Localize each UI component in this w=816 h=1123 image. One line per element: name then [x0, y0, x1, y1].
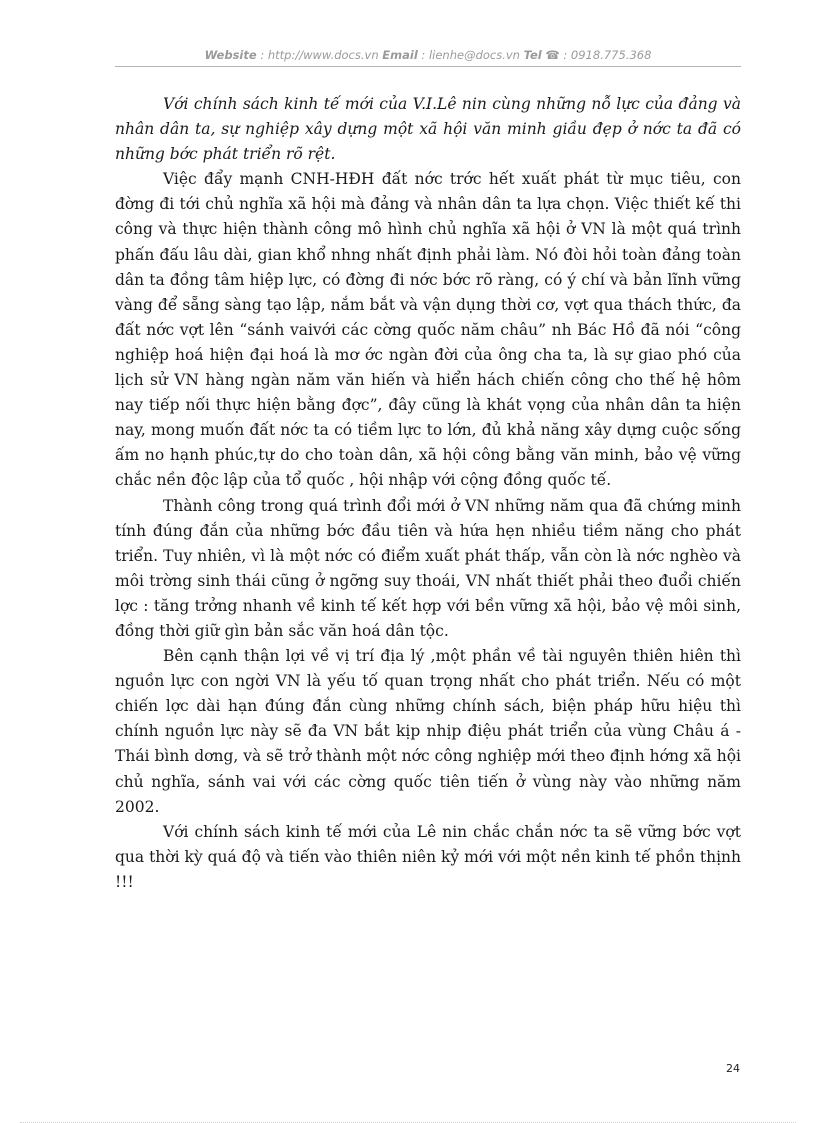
page-header	[115, 48, 741, 62]
paragraph-doi-moi: Thành công trong quá trình đổi mới ở VN những năm qua đã chứng minh tính đúng đắn của những bớc đầu tiên và hứa hẹn nhiều tiềm năng cho phát triển. Tuy nhiên, vì là một nớc có điểm xuất phát thấp, vẫn còn là nớc nghèo và môi trờng sinh thái cũng ở ngỡng suy thoái, VN nhất thiết phải theo đuổi chiến lợc : tăng trởng nhanh về kinh tế kết hợp với bền vững xã hội, bảo vệ môi sinh, đồng thời giữ gìn bản sắc văn hoá dân tộc.	[115, 496, 741, 640]
paragraph-cnh-hdh: Việc đẩy mạnh CNH-HĐH đất nớc trớc hết xuất phát từ mục tiêu, con đờng đi tới chủ nghĩa xã hội mà đảng và nhân dân ta lựa chọn. Việc thiết kế thi công và thực hiện thành công mô hình chủ nghĩa xã hội ở VN là một quá trình phấn đấu lâu dài, gian khổ nhng nhất định phải làm. Nó đòi hỏi toàn đảng toàn dân ta đồng tâm hiệp lực, có đờng đi nớc bớc rõ ràng, có ý chí và bản lĩnh vững vàng để sẵng sàng tạo lập, nắm bắt và vận dụng thời cơ, vợt qua thách thức, đa đất nớc vợt lên “sánh vaivới các cờng quốc năm châu” nh Bác Hồ đã nói “công nghiệp hoá hiện đại hoá là mơ ớc ngàn đời của ông cha ta, là sự giao phó của lịch sử VN hàng ngàn năm văn hiến và hiển hách chiến công cho thế hệ hôm nay tiếp nối thực hiện bằng đợc”, đây cũng là khát vọng của nhân dân ta hiện nay, mong muốn đất nớc ta có tiềm lực to lớn, đủ khả năng xây dựng cuộc sống ấm no hạnh phúc,tự do cho toàn dân, xã hội công bằng văn minh, bảo vệ vững chắc nền độc lập của tổ quốc , hội nhập với cộng đồng quốc tế.	[115, 170, 741, 490]
tel-label: Tel	[523, 48, 542, 62]
paragraph-conclusion: Với chính sách kinh tế mới của Lê nin chắc chắn nớc ta sẽ vững bớc vợt qua thời kỳ quá độ và tiến vào thiên niên kỷ mới với một nền kinh tế phồn thịnh !!!	[115, 822, 741, 891]
email-value: : lienhe@docs.vn	[421, 48, 520, 62]
paragraph-intro: Với chính sách kinh tế mới của V.I.Lê nin cùng những nỗ lực của đảng và nhân dân ta, sự nghiệp xây dựng một xã hội văn minh giầu đẹp ở nớc ta đã có những bớc phát triển rõ rệt.	[115, 95, 741, 164]
document-body	[115, 92, 741, 895]
page-number: 24	[726, 1062, 740, 1075]
paragraph-nguon-luc: Bên cạnh thận lợi về vị trí địa lý ,một phần về tài nguyên thiên hiên thì nguồn lực con ngời VN là yếu tố quan trọng nhất cho phát triển. Nếu có một chiến lợc dài hạn đúng đắn cùng những chính sách, biện pháp hữu hiệu thì chính nguồn lực này sẽ đa VN bắt kịp nhịp điệu phát triển của vùng Châu á - Thái bình dơng, và sẽ trở thành một nớc công nghiệp mới theo định hớng xã hội chủ nghĩa, sánh vai với các cờng quốc tiên tiến ở vùng này vào những năm 2002.	[115, 647, 741, 816]
tel-value: ☎ : 0918.775.368	[545, 48, 652, 62]
email-label: Email	[382, 48, 418, 62]
website-label: Website	[204, 48, 257, 62]
header-divider	[115, 66, 741, 67]
website-value: : http://www.docs.vn	[260, 48, 379, 62]
